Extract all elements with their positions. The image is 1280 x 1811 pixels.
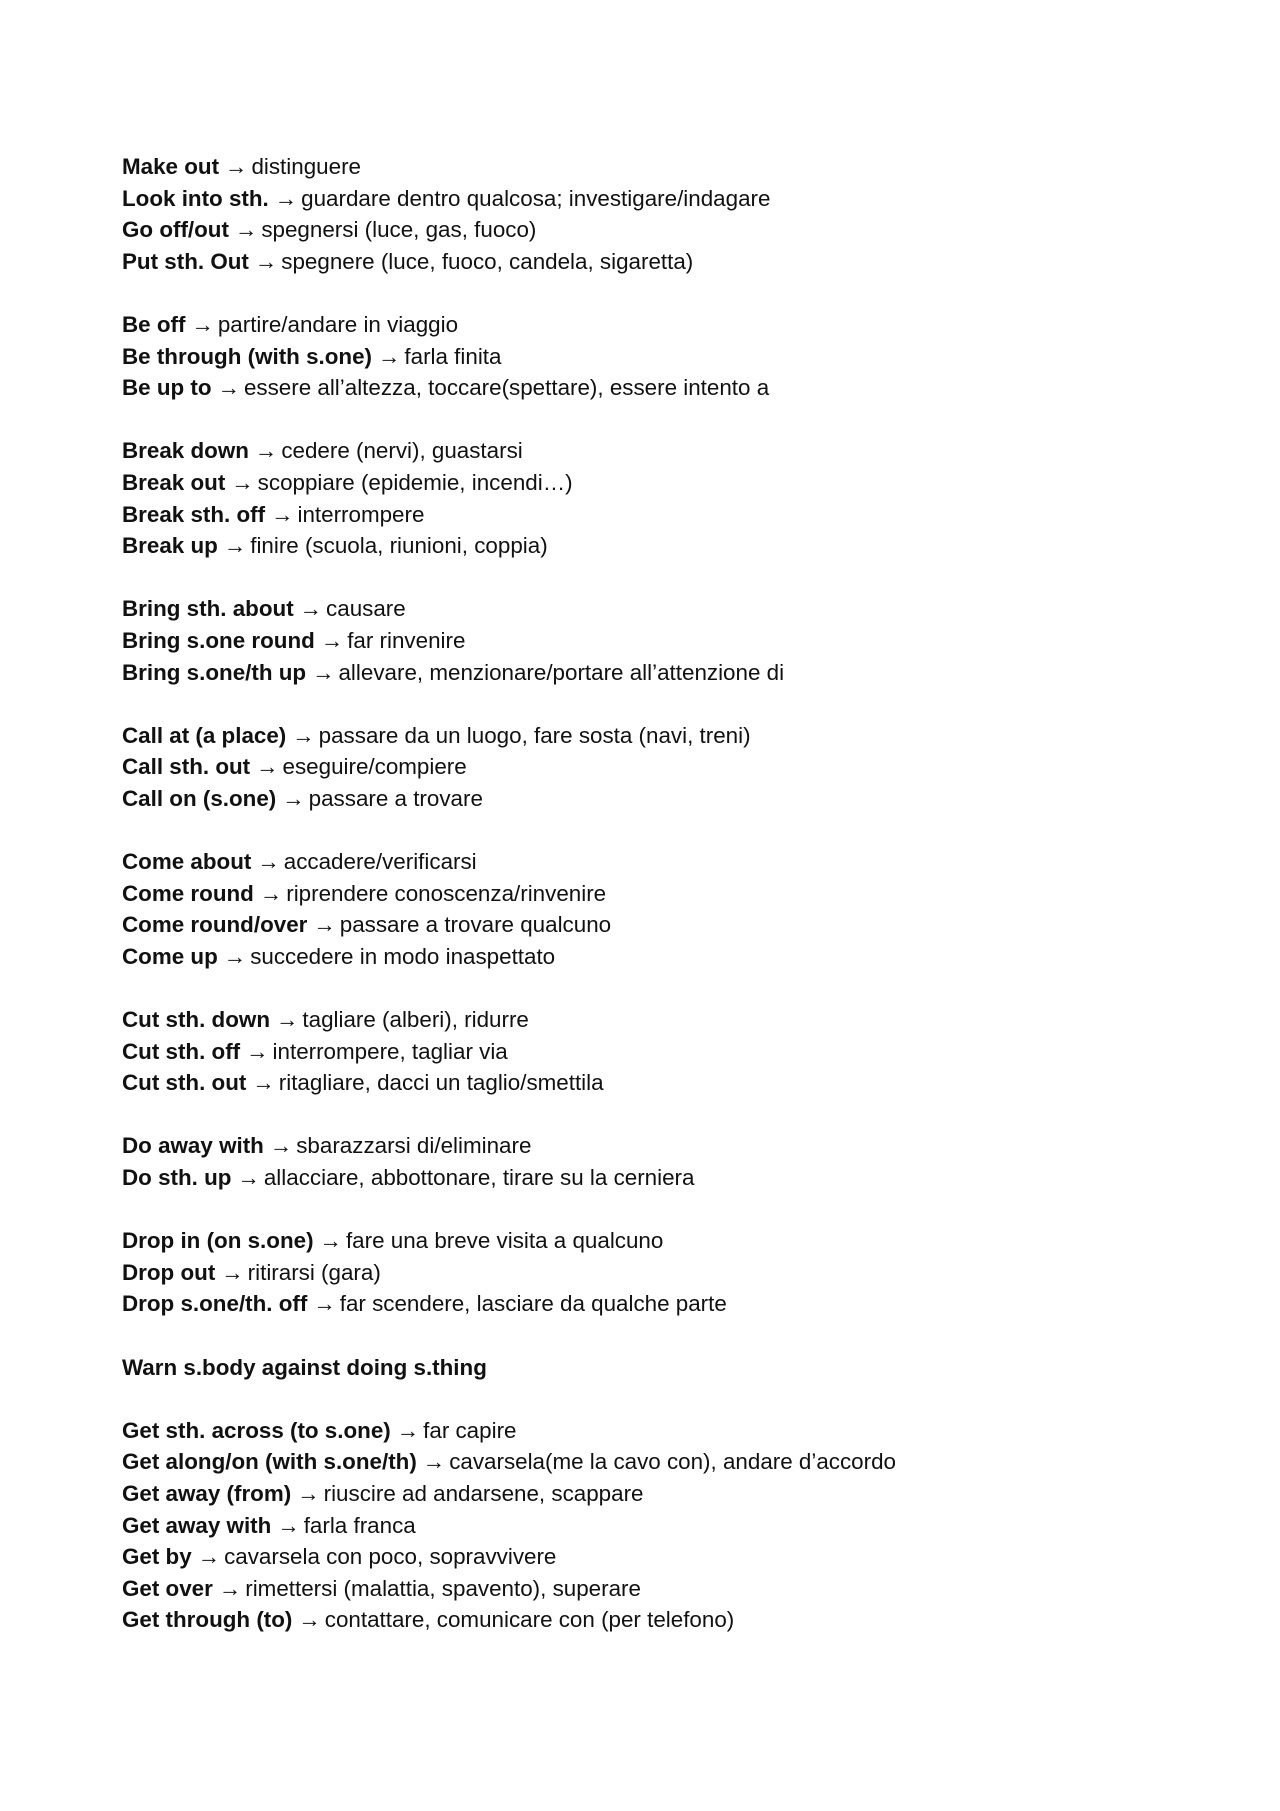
phrasal-verb-term: Be up to [122,375,212,401]
phrasal-verb-entry [122,846,1202,878]
phrasal-verb-term: Get away with [122,1512,272,1538]
arrow-right-icon: → [313,1291,336,1317]
italian-meaning: essere all’altezza, toccare(spettare), essere intento a [243,375,770,401]
arrow-right-icon: → [271,501,294,527]
italian-meaning: eseguire/compiere [282,754,467,780]
phrasal-verb-entry [122,751,1202,783]
italian-meaning: ritagliare, dacci un taglio/smettila [278,1070,604,1096]
entry-group [122,1415,1202,1636]
entry-group [122,151,1202,277]
phrasal-verb-term: Break sth. off [122,501,266,527]
phrasal-verb-entry [122,1510,1202,1542]
arrow-right-icon: → [218,1575,242,1601]
entry-group [122,309,1202,404]
arrow-right-icon: → [422,1449,446,1475]
arrow-right-icon: → [298,1607,321,1633]
phrasal-verb-term: Make out [122,154,220,179]
italian-meaning: allevare, menzionare/portare all’attenzione di [338,659,785,685]
arrow-right-icon: → [231,469,254,495]
phrasal-verb-entry [122,657,1202,689]
arrow-right-icon: → [297,1480,320,1506]
arrow-right-icon: → [252,1070,275,1096]
phrasal-verb-term: Get by [122,1544,192,1570]
italian-meaning: fare una breve visita a qualcuno [345,1228,664,1254]
entry-group [122,846,1202,972]
entry-group [122,1130,1202,1193]
phrasal-verb-term: Go off/out [122,217,229,243]
phrasal-verb-term: Call at (a place) [122,722,287,748]
phrasal-verb-entry [122,1478,1202,1510]
arrow-right-icon: → [282,785,305,811]
arrow-right-icon: → [223,943,247,969]
italian-meaning: far scendere, lasciare da qualche parte [339,1291,727,1317]
arrow-right-icon: → [396,1417,420,1443]
italian-meaning: farla franca [303,1512,416,1538]
arrow-right-icon: → [254,248,278,274]
phrasal-verb-term: Call on (s.one) [122,785,277,811]
italian-meaning: sbarazzarsi di/eliminare [296,1133,532,1159]
phrasal-verbs-document [122,151,1202,1668]
italian-meaning: cavarsela con poco, sopravvivere [224,1544,557,1570]
arrow-right-icon: → [197,1544,221,1570]
italian-meaning: partire/andare in viaggio [217,311,459,337]
arrow-right-icon: → [378,343,401,369]
phrasal-verb-entry [122,151,1202,183]
italian-meaning: riprendere conoscenza/rinvenire [286,880,607,906]
phrasal-verb-entry [122,435,1202,467]
phrasal-verb-term: Get through (to) [122,1607,293,1633]
arrow-right-icon: → [299,596,323,622]
phrasal-verb-term: Break down [122,438,249,464]
phrasal-verb-term: Get over [122,1575,213,1601]
italian-meaning: ritirarsi (gara) [247,1259,381,1285]
arrow-right-icon: → [225,154,248,179]
phrasal-verb-term: Be off [122,311,186,337]
italian-meaning: contattare, comunicare con (per telefono) [324,1607,735,1633]
italian-meaning: tagliare (alberi), ridurre [302,1007,529,1033]
phrasal-verb-entry [122,909,1202,941]
phrasal-verb-term: Cut sth. down [122,1007,270,1033]
arrow-right-icon: → [313,912,336,938]
phrasal-verb-entry [122,720,1202,752]
arrow-right-icon: → [237,1165,260,1190]
phrasal-verb-entry [122,1036,1202,1068]
phrasal-verb-entry [122,1130,1202,1162]
phrasal-verb-entry [122,941,1202,973]
italian-meaning: scoppiare (epidemie, incendi…) [257,469,573,495]
arrow-right-icon: → [234,217,258,243]
phrasal-verb-entry [122,372,1202,404]
italian-meaning: guardare dentro qualcosa; investigare/indagare [301,185,771,211]
italian-meaning: far rinvenire [347,627,466,653]
phrasal-verb-entry [122,1004,1202,1036]
phrasal-verb-term: Bring sth. about [122,596,294,622]
phrasal-verb-term: Warn s.body against doing s.thing [122,1354,487,1380]
arrow-right-icon: → [246,1038,269,1064]
arrow-right-icon: → [274,185,298,211]
phrasal-verb-entry [122,625,1202,657]
phrasal-verb-entry [122,341,1202,373]
arrow-right-icon: → [223,533,247,559]
arrow-right-icon: → [217,375,240,401]
arrow-right-icon: → [191,311,214,337]
arrow-right-icon: → [259,880,283,906]
phrasal-verb-term: Do away with [122,1133,264,1159]
phrasal-verb-entry [122,1604,1202,1636]
arrow-right-icon: → [292,722,315,748]
arrow-right-icon: → [269,1133,293,1159]
italian-meaning: allacciare, abbottonare, tirare su la cerniera [263,1165,695,1190]
phrasal-verb-term: Put sth. Out [122,248,249,274]
italian-meaning: distinguere [251,154,361,179]
arrow-right-icon: → [257,849,280,875]
phrasal-verb-term: Break out [122,469,226,495]
phrasal-verb-entry [122,1162,1202,1194]
phrasal-verb-term: Look into sth. [122,185,269,211]
arrow-right-icon: → [221,1259,244,1285]
arrow-right-icon: → [277,1512,300,1538]
phrasal-verb-term: Cut sth. off [122,1038,241,1064]
phrasal-verb-entry [122,467,1202,499]
phrasal-verb-term: Call sth. out [122,754,251,780]
phrasal-verb-entry [122,530,1202,562]
phrasal-verb-term: Drop in (on s.one) [122,1228,314,1254]
phrasal-verb-entry [122,214,1202,246]
italian-meaning: interrompere, tagliar via [272,1038,508,1064]
italian-meaning: passare da un luogo, fare sosta (navi, treni) [318,722,751,748]
italian-meaning: cedere (nervi), guastarsi [281,438,523,464]
arrow-right-icon: → [312,659,335,685]
arrow-right-icon: → [254,438,278,464]
phrasal-verb-entry [122,246,1202,278]
italian-meaning: accadere/verificarsi [283,849,477,875]
phrasal-verb-term: Get sth. across (to s.one) [122,1417,391,1443]
phrasal-verb-entry [122,593,1202,625]
italian-meaning: spegnersi (luce, gas, fuoco) [261,217,537,243]
entry-group [122,720,1202,815]
phrasal-verb-term: Come about [122,849,252,875]
phrasal-verb-term: Get along/on (with s.one/th) [122,1449,417,1475]
phrasal-verb-term: Bring s.one round [122,627,315,653]
phrasal-verb-term: Drop out [122,1259,216,1285]
italian-meaning: finire (scuola, riunioni, coppia) [250,533,548,559]
phrasal-verb-entry [122,1415,1202,1447]
arrow-right-icon: → [276,1007,299,1033]
entry-group [122,1352,1202,1384]
phrasal-verb-entry [122,183,1202,215]
arrow-right-icon: → [320,627,344,653]
phrasal-verb-entry [122,1288,1202,1320]
phrasal-verb-term: Come round [122,880,254,906]
italian-meaning: farla finita [404,343,502,369]
entry-group [122,1225,1202,1320]
phrasal-verb-term: Come up [122,943,218,969]
phrasal-verb-entry [122,1446,1202,1478]
italian-meaning: causare [326,596,406,622]
phrasal-verb-term: Get away (from) [122,1480,292,1506]
italian-meaning: rimettersi (malattia, spavento), superare [245,1575,641,1601]
phrasal-verb-term: Cut sth. out [122,1070,247,1096]
italian-meaning: succedere in modo inaspettato [250,943,556,969]
italian-meaning: far capire [423,1417,517,1443]
phrasal-verb-term: Bring s.one/th up [122,659,307,685]
phrasal-verb-entry [122,1352,1202,1384]
italian-meaning: cavarsela(me la cavo con), andare d’accordo [449,1449,896,1475]
phrasal-verb-term: Drop s.one/th. off [122,1291,308,1317]
italian-meaning: passare a trovare qualcuno [339,912,612,938]
italian-meaning: interrompere [297,501,425,527]
phrasal-verb-entry [122,1541,1202,1573]
phrasal-verb-entry [122,1573,1202,1605]
italian-meaning: passare a trovare [308,785,483,811]
phrasal-verb-term: Come round/over [122,912,308,938]
phrasal-verb-entry [122,783,1202,815]
entry-group [122,435,1202,561]
italian-meaning: spegnere (luce, fuoco, candela, sigaretta) [281,248,694,274]
phrasal-verb-entry [122,1225,1202,1257]
phrasal-verb-entry [122,309,1202,341]
phrasal-verb-term: Do sth. up [122,1165,232,1190]
phrasal-verb-term: Break up [122,533,218,559]
phrasal-verb-entry [122,1067,1202,1099]
phrasal-verb-entry [122,499,1202,531]
entry-group [122,593,1202,688]
phrasal-verb-entry [122,1257,1202,1289]
arrow-right-icon: → [256,754,279,780]
phrasal-verb-term: Be through (with s.one) [122,343,373,369]
entry-group [122,1004,1202,1099]
phrasal-verb-entry [122,878,1202,910]
arrow-right-icon: → [319,1228,342,1254]
italian-meaning: riuscire ad andarsene, scappare [323,1480,644,1506]
